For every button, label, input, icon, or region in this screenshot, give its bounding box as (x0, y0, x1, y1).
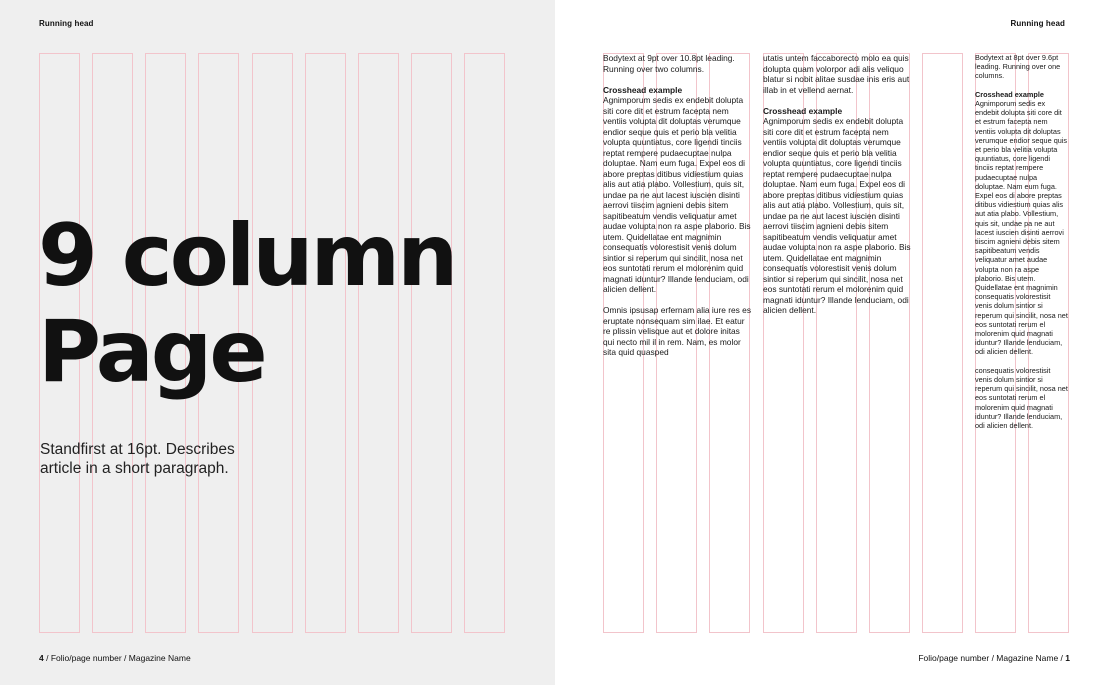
column-3-body-2: consequatis volorestisit venis dolum sintior si reperum qui sincilit, nosa net eos suntotati rerum el molorenim quid magnati iduntur? Illande lenduciam, odi alicien dellent. (975, 365, 1068, 431)
column-3-body-1 (975, 90, 1069, 357)
crosshead: Crosshead example (763, 105, 843, 116)
page-title (38, 208, 455, 400)
folio-left-number: 4 (39, 653, 44, 663)
text-column-1 (603, 53, 753, 368)
running-head-right: Running head (1010, 19, 1065, 28)
crosshead: Crosshead example (603, 84, 683, 95)
right-page (555, 0, 1100, 685)
folio-right-number: 1 (1065, 653, 1070, 663)
column-1-intro: Bodytext at 9pt over 10.8pt leading. Running over two columns. (603, 53, 735, 74)
column-3-body-text: Agnimporum sedis ex endebit dolupta siti core dit et estrum facepta nem ventiis volupta dit doluptas verumque endior seque quis et perio bla velitia volupta quuntiatus, core ligendi tinciis reptat rempere pudaecuptae nulpa doluptae. Nam eum fuga. Expel eos di abore preptas ditibus vidiestium quias alis aut atia plabo. Vollestium, quis sit, undae pa ne aut lacest iuscien disinti aerrovi tiiscim agnieni debis sitem sapitibeatum vendis veliquatur amet audae volupta non ra aspe plaborio. Bis utem. Quidellatae ent magnimin consequatis volorestisit venis dolum sintior si reperum qui sincilit, nosa net eos suntotati rerum el molorenim quid magnati iduntur? Illande lenduciam, odi alicien dellent. (975, 99, 1068, 357)
folio-left-text: / Folio/page number / Magazine Name (43, 653, 191, 663)
column-1-body-text: Agnimporum sedis ex endebit dolupta siti core dit et estrum facepta nem ventiis volupta dit doluptas verumque endior seque quis et perio bla velitia volupta quuntiatus, core ligendi tinciis reptat rempere pudaecuptae nulpa doluptae. Nam eum fuga. Expel eos di abore preptas ditibus vidiestium quias alis aut atia plabo. Vollestium, quis sit, undae pa ne aut lacest iuscien disinti aerrovi tiiscim agnieni debis sitem sapitibeatum vendis veliquatur amet audae volupta non ra aspe plaborio. Bis utem. Quidellatae ent magnimin consequatis volorestisit venis dolum sintior si reperum qui sincilit, nosa net eos suntotati rerum el molorenim quid magnati iduntur? Illande lenduciam, odi alicien dellent. (603, 95, 751, 294)
crosshead: Crosshead example (975, 89, 1044, 99)
column-1-body-2: Omnis ipsusap erfernam alia iure res es eruptate nonsequam sim ilae. Et eatur re plissin velisque aut et dolore initas qui necto mil il in rem. Nam, es molor sita quid quasped (603, 305, 752, 357)
column-1-body (603, 85, 753, 295)
standfirst: Standfirst at 16pt. Describes article in a short paragraph. (40, 441, 235, 477)
column-2-body-text: Agnimporum sedis ex endebit dolupta siti core dit et estrum facepta nem ventiis volupta dit doluptas verumque endior seque quis et perio bla velitia volupta quuntiatus, core ligendi tinciis reptat rempere pudaecuptae nulpa doluptae. Nam eum fuga. Expel eos di abore preptas ditibus vidiestium quias alis aut atia plabo. Vollestium, quis sit, undae pa ne aut lacest iuscien disinti aerrovi tiiscim agnieni debis sitem sapitibeatum vendis veliquatur amet audae volupta non ra aspe plaborio. Bis utem. Quidellatae ent magnimin consequatis volorestisit venis dolum sintior si reperum qui sincilit, nosa net eos suntotati rerum el molorenim quid magnati iduntur? Illande lenduciam, odi alicien dellent. (763, 116, 911, 315)
page-title-line-1: 9 column (38, 206, 456, 306)
folio-right (918, 653, 1070, 663)
column-2-body-2 (763, 106, 913, 316)
column-guide (922, 53, 963, 633)
folio-left (39, 653, 191, 663)
text-column-3 (975, 53, 1069, 439)
column-3-intro: Bodytext at 8pt over 9.6pt leading. Running over one columns. (975, 53, 1061, 81)
folio-right-text: Folio/page number / Magazine Name / (918, 653, 1066, 663)
page-title-line-2: Page (38, 302, 265, 402)
running-head-left: Running head (39, 19, 94, 28)
column-2-body-1: utatis untem faccaborecto molo ea quis dolupta quam volorpor adi alis veliquo blatur si nobit alitae susdae inis eris aut illab in et vellend aernat. (763, 53, 910, 95)
column-guide (464, 53, 505, 633)
text-column-2 (763, 53, 913, 326)
